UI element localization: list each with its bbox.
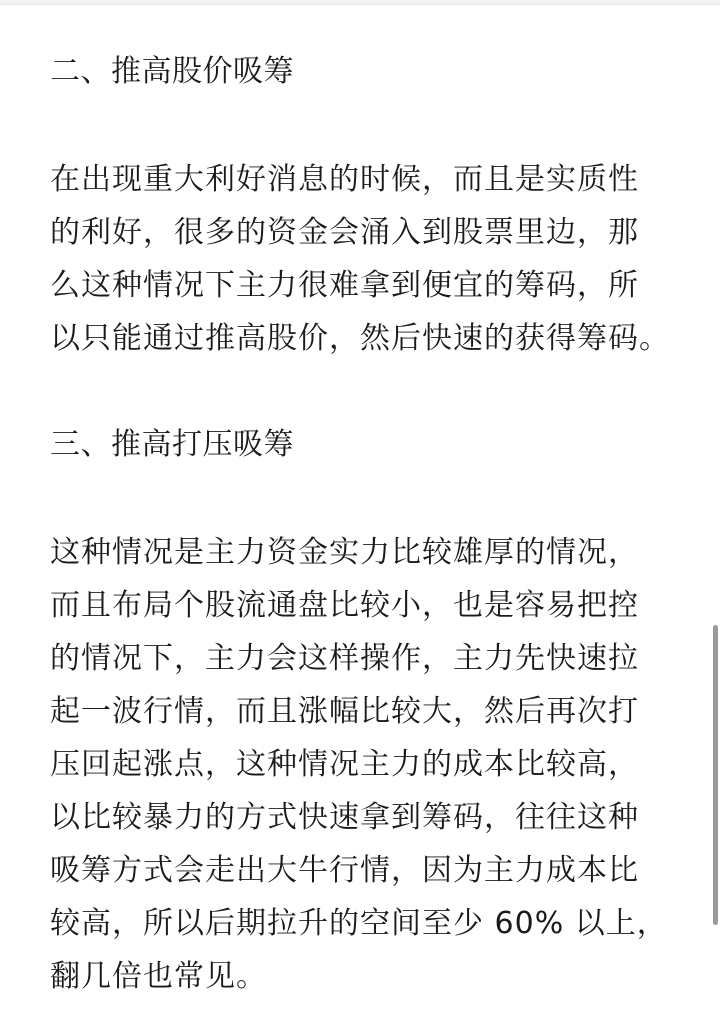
- section-heading-2: 二、推高股价吸筹: [50, 54, 294, 89]
- paragraph-line: 以只能通过推高股价，然后快速的获得筹码。: [50, 321, 670, 356]
- article-body: [50, 50, 690, 1003]
- paragraph-line: 较高，所以后期拉升的空间至少 60% 以上，: [50, 906, 668, 941]
- section-paragraph-2: [50, 153, 690, 365]
- paragraph-line: 这种情况是主力资金实力比较雄厚的情况，: [50, 535, 639, 570]
- paragraph-line: 的情况下，主力会这样操作，主力先快速拉: [50, 641, 639, 676]
- section-paragraph-3: [50, 526, 690, 1003]
- section-heading-3: 三、推高打压吸筹: [50, 427, 294, 462]
- paragraph-line: 吸筹方式会走出大牛行情，因为主力成本比: [50, 853, 639, 888]
- vertical-scrollbar[interactable]: [713, 625, 718, 925]
- paragraph-line: 压回起涨点，这种情况主力的成本比较高，: [50, 747, 639, 782]
- paragraph-line: 翻几倍也常见。: [50, 959, 267, 994]
- paragraph-line: 么这种情况下主力很难拿到便宜的筹码，所: [50, 268, 639, 303]
- paragraph-line: 的利好，很多的资金会涌入到股票里边，那: [50, 215, 639, 250]
- top-divider: [0, 0, 720, 5]
- paragraph-line: 在出现重大利好消息的时候，而且是实质性: [50, 162, 639, 197]
- paragraph-line: 以比较暴力的方式快速拿到筹码，往往这种: [50, 800, 639, 835]
- paragraph-line: 起一波行情，而且涨幅比较大，然后再次打: [50, 694, 639, 729]
- paragraph-line: 而且布局个股流通盘比较小，也是容易把控: [50, 588, 639, 623]
